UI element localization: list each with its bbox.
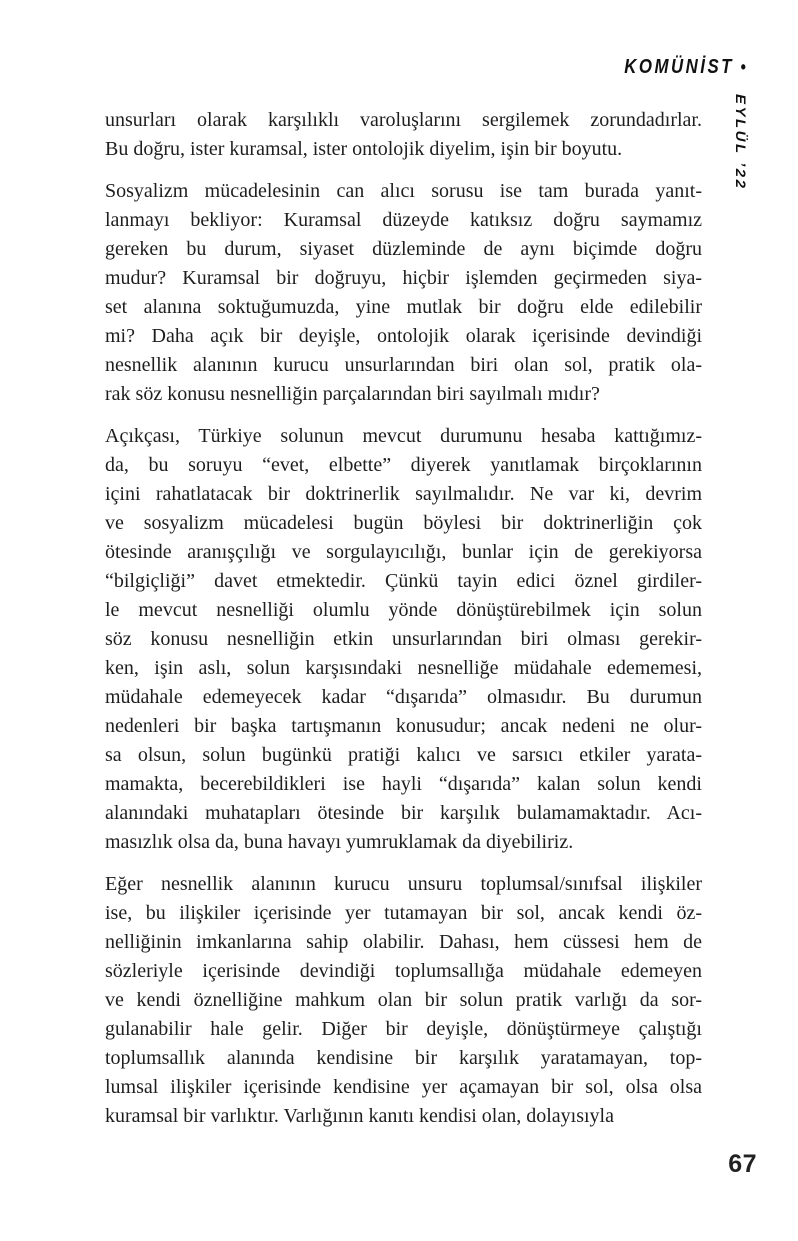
text-line: lanmayı bekliyor: Kuramsal düzeyde katıksız doğru saymamız — [105, 209, 702, 231]
text-line: mi? Daha açık bir deyişle, ontolojik olarak içerisinde devindiği — [105, 325, 702, 347]
text-line: da, bu soruyu “evet, elbette” diyerek yanıtlamak birçoklarının — [105, 454, 702, 476]
paragraph — [105, 106, 702, 164]
text-line: ve kendi öznelliğine mahkum olan bir solun pratik varlığı da sor- — [105, 989, 702, 1011]
text-line: unsurları olarak karşılıklı varoluşlarını sergilemek zorundadırlar. — [105, 109, 702, 131]
text-line: mudur? Kuramsal bir doğruyu, hiçbir işlemden geçirmeden siya- — [105, 267, 702, 289]
text-line: ve sosyalizm mücadelesi bugün böylesi bir doktrinerliğin çok — [105, 512, 702, 534]
text-line: set alanına soktuğumuzda, yine mutlak bir doğru elde edilebilir — [105, 296, 702, 318]
text-line: içini rahatlatacak bir doktrinerlik sayılmalıdır. Ne var ki, devrim — [105, 483, 702, 505]
text-line: sözleriyle içerisinde devindiği toplumsallığa müdahale edemeyen — [105, 960, 702, 982]
text-line: söz konusu nesnelliğin etkin unsurlarından biri olması gerekir- — [105, 628, 702, 650]
paragraph — [105, 177, 702, 409]
text-line: gereken bu durum, siyaset düzleminde de aynı biçimde doğru — [105, 238, 702, 260]
text-line: ötesinde aranışçılığı ve sorgulayıcılığı, bunlar için de gerekiyorsa — [105, 541, 702, 563]
text-line: masızlık olsa da, buna havayı yumruklamak da diyebiliriz. — [105, 831, 574, 853]
page-number: 67 — [728, 1150, 757, 1178]
text-line: nelliğinin imkanlarına sahip olabilir. Dahası, hem cüssesi hem de — [105, 931, 702, 953]
text-line: lumsal ilişkiler içerisinde kendisine yer açamayan bir sol, olsa olsa — [105, 1076, 702, 1098]
text-line: gulanabilir hale gelir. Diğer bir deyişle, dönüştürmeye çalıştığı — [105, 1018, 702, 1040]
magazine-title: KOMÜNİST — [624, 56, 734, 78]
text-line: mamakta, becerebildikleri ise hayli “dışarıda” kalan solun kendi — [105, 773, 702, 795]
text-line: Eğer nesnellik alanının kurucu unsuru toplumsal/sınıfsal ilişkiler — [105, 873, 702, 895]
text-line: Bu doğru, ister kuramsal, ister ontolojik diyelim, işin bir boyutu. — [105, 138, 623, 160]
text-line: Sosyalizm mücadelesinin can alıcı sorusu ise tam burada yanıt- — [105, 180, 702, 202]
text-line: le mevcut nesnelliği olumlu yönde dönüştürebilmek için solun — [105, 599, 702, 621]
bullet-icon: • — [740, 57, 746, 77]
page-header — [624, 56, 746, 79]
text-line: Açıkçası, Türkiye solunun mevcut durumunu hesaba kattığımız- — [105, 425, 702, 447]
text-line: nedenleri bir başka tartışmanın konusudur; ancak nedeni ne olur- — [105, 715, 702, 737]
text-line: “bilgiçliği” davet etmektedir. Çünkü tayin edici öznel girdiler- — [105, 570, 702, 592]
text-line: alanındaki muhatapları ötesinde bir karşılık bulamamaktadır. Acı- — [105, 802, 702, 824]
text-line: kuramsal bir varlıktır. Varlığının kanıtı kendisi olan, dolayısıyla — [105, 1105, 614, 1127]
article-body — [105, 106, 702, 1144]
text-line: sa olsun, solun bugünkü pratiği kalıcı ve sarsıcı etkiler yarata- — [105, 744, 702, 766]
text-line: toplumsallık alanında kendisine bir karşılık yaratamayan, top- — [105, 1047, 702, 1069]
paragraph — [105, 422, 702, 857]
issue-date-label: EYLÜL ’22 — [732, 94, 748, 191]
text-line: nesnellik alanının kurucu unsurlarından biri olan sol, pratik ola- — [105, 354, 702, 376]
text-line: müdahale edemeyecek kadar “dışarıda” olmasıdır. Bu durumun — [105, 686, 702, 708]
text-line: rak söz konusu nesnelliğin parçalarından biri sayılmalı mıdır? — [105, 383, 600, 405]
paragraph — [105, 870, 702, 1131]
text-line: ise, bu ilişkiler içerisinde yer tutamayan bir sol, ancak kendi öz- — [105, 902, 702, 924]
text-line: ken, işin aslı, solun karşısındaki nesnelliğe müdahale edememesi, — [105, 657, 702, 679]
